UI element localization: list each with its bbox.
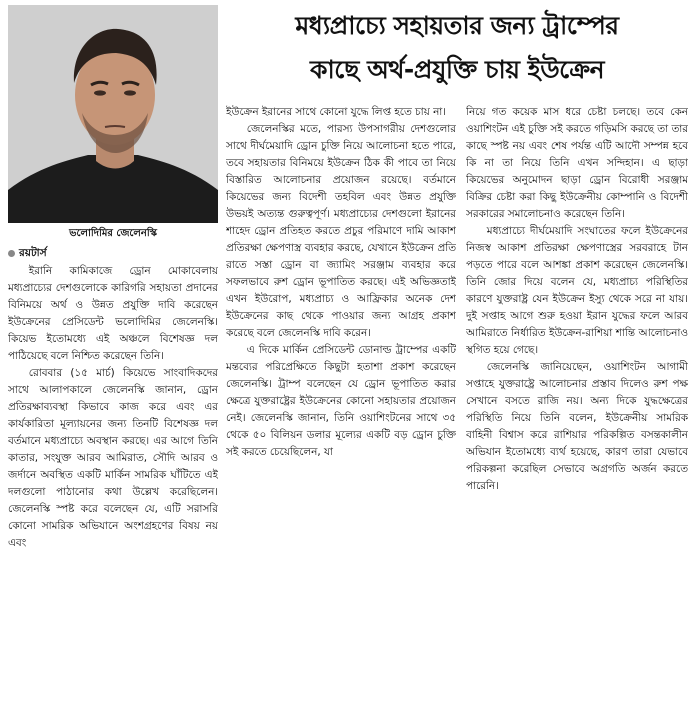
headline-line-1: মধ্যপ্রাচ্যে সহায়তার জন্য ট্রাম্পের [295, 11, 619, 40]
paragraph: মধ্যপ্রাচ্যে দীর্ঘমেয়াদি সংঘাতের ফলে ইউক্রেনের নিজস্ব আকাশ প্রতিরক্ষা ক্ষেপণাস্ত্রের সরবরাহে টান পড়তে পারে বলে আশঙ্কা প্রকাশ করেছেন জেলেনস্কি। তিনি জোর দিয়ে বলেন যে, মধ্যপ্রাচ্য পরিস্থিতির কারণে যুক্তরাষ্ট্র যেন ইউক্রেন ইস্যু থেকে সরে না যায়। দুই সপ্তাহ আগে শুরু হওয়া ইরান যুদ্ধের ফলে আরব আমিরাতে নির্ধারিত ইউক্রেন-রাশিয়া শান্তি আলোচনাও স্থগিত হয়ে গেছে। [466, 225, 688, 356]
article-column-3 [466, 104, 688, 704]
portrait-photo-icon [8, 5, 218, 223]
paragraph: জেলেনস্কির মতে, পারস্য উপসাগরীয় দেশগুলোর সাথে দীর্ঘমেয়াদি ড্রোন চুক্তি নিয়ে আলোচনা হতে পারে, তবে সহায়তার বিনিময়ে ইউক্রেন ঠিক কী পাবে তা নিয়ে বিস্তারিত আলোচনার প্রয়োজন রয়েছে। বর্তমানে কিয়েভের জন্য বিদেশী তহবিল এবং উন্নত প্রযুক্তি উভয়ই অত্যন্ত গুরুত্বপূর্ণ। মধ্যপ্রাচ্যের দেশগুলো ইরানের শাহেদ ড্রোন প্রতিহত করতে প্রচুর পরিমাণে দামি আকাশ প্রতিরক্ষা ক্ষেপণাস্ত্র ব্যবহার করছে, যেখানে ইউক্রেন প্রতি রাতে সস্তা ড্রোন বা জ্যামিং সরঞ্জাম ব্যবহার করে সফলভাবে রুশ ড্রোন ভূপাতিত করছে। এই অভিজ্ঞতাই এখন ইউরোপ, মধ্যপ্রাচ্য ও আফ্রিকার অনেক দেশ ইউক্রেনের কাছ থেকে পাওয়ার জন্য আগ্রহ প্রকাশ করেছে বলে জেলেনস্কি দাবি করেন। [226, 123, 456, 339]
byline [8, 245, 218, 262]
paragraph: রোববার (১৫ মার্চ) কিয়েভে সাংবাদিকদের সাথে আলাপকালে জেলেনস্কি জানান, ড্রোন প্রতিরক্ষাব্যবস্থা কিভাবে কাজ করে এবং এর কার্যকারিতা মূল্যায়নের জন্য তিনটি বিশেষজ্ঞ দল বর্তমানে মধ্যপ্রাচ্যে অবস্থান করছে। এর আগে তিনি কাতার, সংযুক্ত আরব আমিরাত, সৌদি আরব ও জর্দানে অবস্থিত একটি মার্কিন সামরিক ঘাঁটিতে এই দলগুলো পাঠানোর কথা উল্লেখ করেছিলেন। জেলেনস্কি স্পষ্ট করে বলেছেন যে, এটি সরাসরি কোনো সামরিক অভিযানে অংশগ্রহণের বিষয় নয় এবং [8, 367, 218, 549]
bullet-icon [8, 250, 15, 257]
article-column-2 [226, 104, 456, 704]
photo [8, 5, 218, 223]
headline-line-2: কাছে অর্থ-প্রযুক্তি চায় ইউক্রেন [309, 55, 605, 84]
article-column-1 [8, 245, 218, 703]
paragraph: জেলেনস্কি জানিয়েছেন, ওয়াশিংটন আগামী সপ্তাহে যুক্তরাষ্ট্রে আলোচনার প্রস্তাব দিলেও রুশ পক্ষ সেখানে বসতে রাজি নয়। অন্য দিকে যুদ্ধক্ষেত্রের পরিস্থিতি নিয়ে তিনি বলেন, ইউক্রেনীয় সামরিক বাহিনী বিশ্বাস করে রাশিয়ার পরিকল্পিত বসন্তকালীন অভিযান ইতোমধ্যে ব্যর্থ হয়েছে, কারণ তারা যেভাবে পরিকল্পনা করেছিল সেভাবে অগ্রগতি অর্জন করতে পারেনি। [466, 361, 688, 492]
paragraph: এ দিকে মার্কিন প্রেসিডেন্ট ডোনাল্ড ট্রাম্পের একটি মন্তব্যের পরিপ্রেক্ষিতে কিছুটা হতাশা প্রকাশ করেছেন জেলেনস্কি। ট্রাম্প বলেছেন যে ড্রোন ভূপাতিত করার ক্ষেত্রে যুক্তরাষ্ট্রের ইউক্রেনের কোনো সহায়তার প্রয়োজন নেই। জেলেনস্কি জানান, তিনি ওয়াশিংটনের সাথে ৩৫ থেকে ৫০ বিলিয়ন ডলার মূল্যের একটি বড় ড্রোন চুক্তি সই করতে চেয়েছিলেন, যা [226, 344, 456, 458]
byline-text: রয়টার্স [19, 247, 47, 259]
paragraph: নিয়ে গত কয়েক মাস ধরে চেষ্টা চলছে। তবে কেন ওয়াশিংটন এই চুক্তি সই করতে গড়িমসি করছে তা তার কাছে স্পষ্ট নয় এবং শেষ পর্যন্ত এটি আদৌ সম্পন্ন হবে কি না তা নিয়ে তিনি এখন সন্দিহান। এ ছাড়া কিয়েভের অনুমোদন ছাড়া ড্রোন বিরোধী সরঞ্জাম বিক্রির চেষ্টা করা কিছু ইউক্রেনীয় কোম্পানি ও বিদেশী সরকারের সমালোচনাও করেছেন তিনি। [466, 106, 688, 220]
paragraph: ইউক্রেন ইরানের সাথে কোনো যুদ্ধে লিপ্ত হতে চায় না। [226, 106, 447, 118]
photo-caption: ভলোদিমির জেলেনস্কি [69, 228, 157, 239]
headline [222, 4, 692, 92]
paragraph: ইরানি কামিকাজে ড্রোন মোকাবেলায় মধ্যপ্রাচ্যের দেশগুলোকে কারিগরি সহায়তা প্রদানের বিনিময়ে অর্থ ও উন্নত প্রযুক্তি দাবি করেছেন ইউক্রেনের প্রেসিডেন্ট ভলোদিমির জেলেনস্কি। কিয়েভ ইতোমধ্যে এই অঞ্চলে বিশেষজ্ঞ দল পাঠিয়েছে বলে নিশ্চিত করেছেন তিনি। [8, 265, 218, 362]
